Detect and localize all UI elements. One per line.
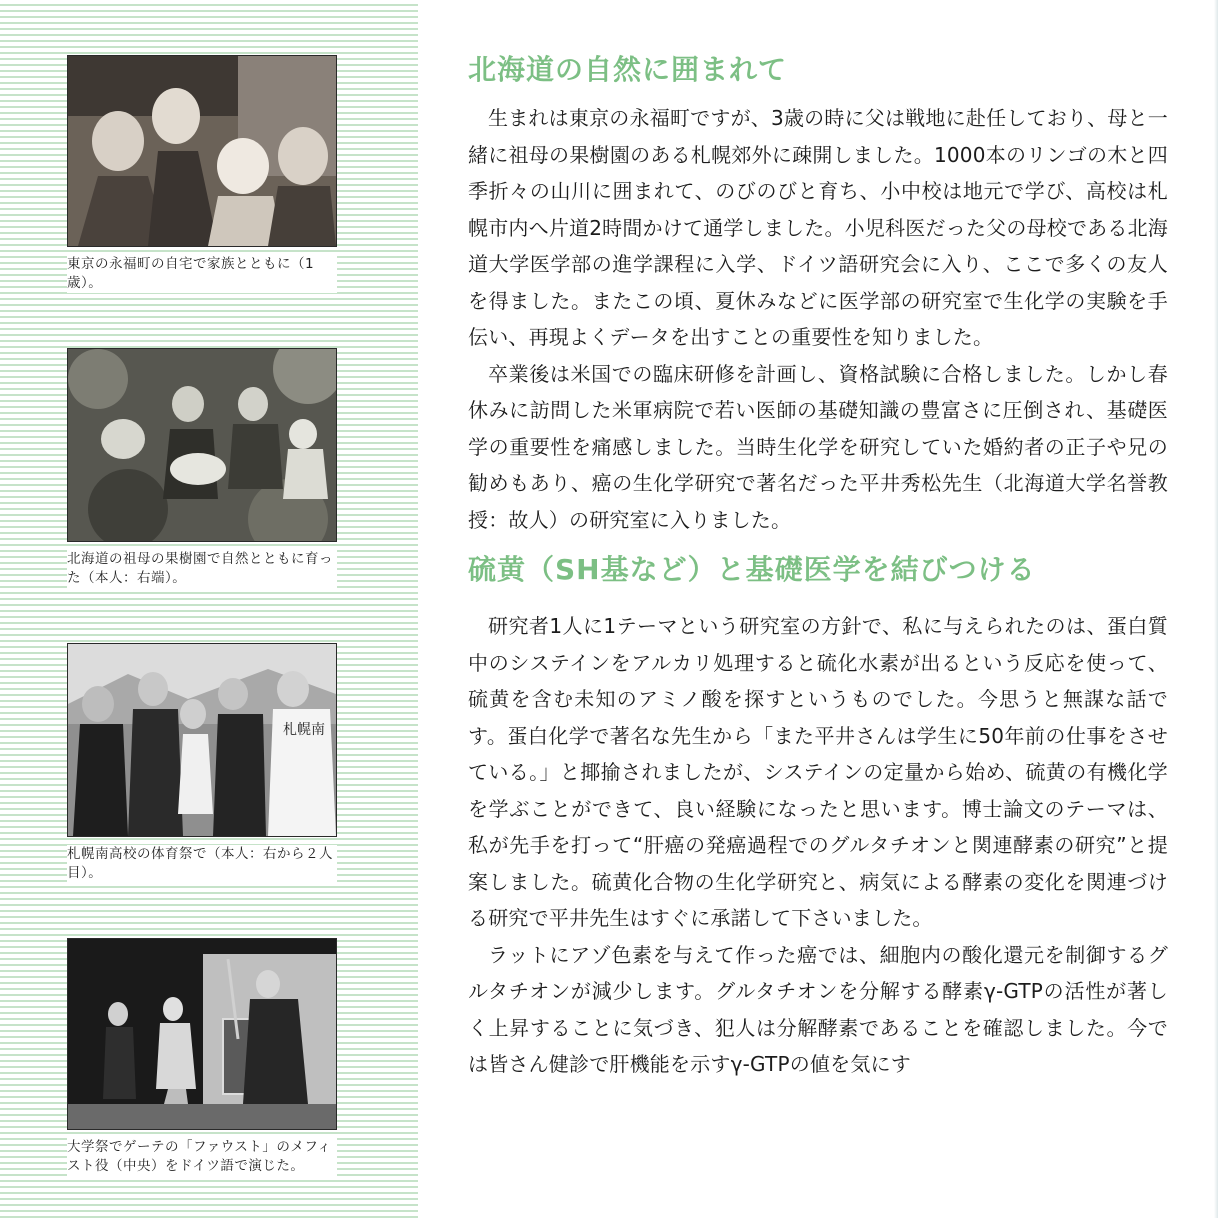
- paragraph-3: 研究者1人に1テーマという研究室の方針で、私に与えられたのは、蛋白質中のシステインをアルカリ処理すると硫化水素が出るという反応を使って、硫黄を含む未知のアミノ酸を探すというものでした。今思うと無謀な話です。蛋白化学で著名な先生から「また平井さんは学生に50年前の仕事をさせている。」と揶揄されましたが、システインの定量から始め、硫黄の有機化学を学ぶことができて、良い経験になったと思います。博士論文のテーマは、私が先手を打って“肝癌の発癌過程でのグルタチオンと関連酵素の研究”と提案しました。硫黄化合物の生化学研究と、病気による酵素の変化を関連づける研究で平井先生はすぐに承諾して下さいました。: [468, 614, 1168, 930]
- stage-photo-caption: 大学祭でゲーテの「ファウスト」のメフィスト役（中央）をドイツ語で演じた。: [67, 1138, 337, 1176]
- faust-stage-photo: [67, 938, 337, 1130]
- photo-block-sports: [67, 643, 337, 883]
- paragraph-4: ラットにアゾ色素を与えて作った癌では、細胞内の酸化還元を制御するグルタチオンが減少します。グルタチオンを分解する酵素γ-GTPの活性が著しく上昇することに気づき、犯人は分解酵素であることを確認しました。今では皆さん健診で肝機能を示すγ-GTPの値を気にす: [468, 942, 1168, 1076]
- photo-block-family: [67, 55, 337, 293]
- orchard-photo: [67, 348, 337, 542]
- photo-block-stage: [67, 938, 337, 1176]
- family-photo-caption: 東京の永福町の自宅で家族とともに（1歳）。: [67, 255, 337, 293]
- svg-text:札幌南: 札幌南: [283, 722, 325, 738]
- paragraph-1: 生まれは東京の永福町ですが、3歳の時に父は戦地に赴任しており、母と一緒に祖母の果樹園のある札幌郊外に疎開しました。1000本のリンゴの木と四季折々の山川に囲まれて、のびのびと育ち、小中校は地元で学び、高校は札幌市内へ片道2時間かけて通学しました。小児科医だった父の母校である北海道大学医学部の進学課程に入学、ドイツ語研究会に入り、ここで多くの友人を得ました。またこの頃、夏休みなどに医学部の研究室で生化学の実験を手伝い、再現よくデータを出すことの重要性を知りました。: [468, 106, 1168, 349]
- orchard-photo-caption: 北海道の祖母の果樹園で自然とともに育った（本人：右端）。: [67, 550, 337, 588]
- sports-festival-photo: [67, 643, 337, 837]
- section-heading-sulfur: 硫黄（SH基など）と基礎医学を結びつける: [468, 553, 1036, 586]
- photo-block-orchard: [67, 348, 337, 588]
- article-body: [468, 50, 1168, 1083]
- family-photo: [67, 55, 337, 247]
- paragraph-2: 卒業後は米国での臨床研修を計画し、資格試験に合格しました。しかし春休みに訪問した米軍病院で若い医師の基礎知識の豊富さに圧倒され、基礎医学の重要性を痛感しました。当時生化学を研究していた婚約者の正子や兄の勧めもあり、癌の生化学研究で著名だった平井秀松先生（北海道大学名誉教授：故人）の研究室に入りました。: [468, 361, 1168, 532]
- page-edge: [1214, 0, 1218, 1218]
- sports-photo-caption: 札幌南高校の体育祭で（本人：右から２人目）。: [67, 845, 337, 883]
- section-heading-hokkaido: 北海道の自然に囲まれて: [468, 53, 788, 86]
